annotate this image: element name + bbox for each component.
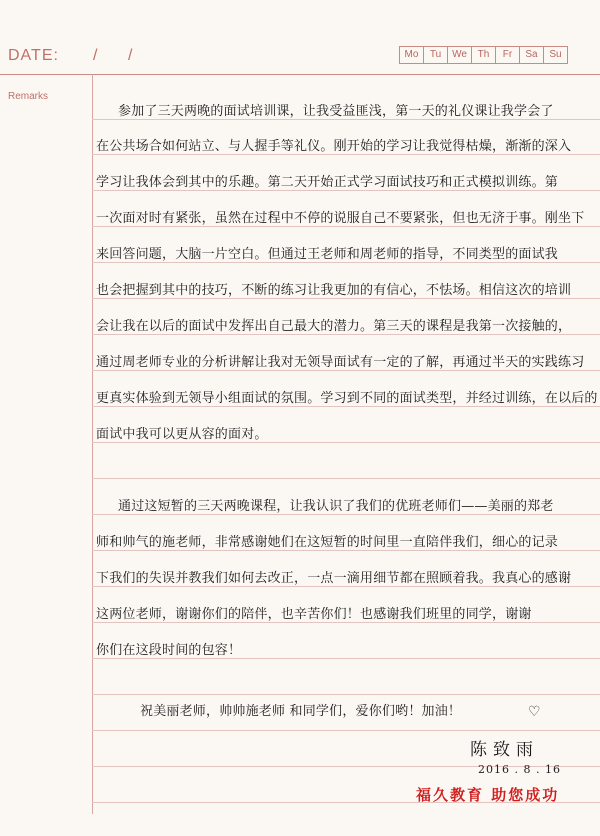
margin-line bbox=[92, 74, 93, 814]
letter-line: 面试中我可以更从容的面对。 bbox=[96, 427, 268, 442]
weekday-we: We bbox=[448, 47, 472, 63]
ruled-line bbox=[92, 334, 600, 335]
letter-line: 也会把握到其中的技巧，不断的练习让我更加的有信心，不怯场。相信这次的培训 bbox=[96, 283, 572, 298]
letter-line: 来回答问题，大脑一片空白。但通过王老师和周老师的指导，不同类型的面试我 bbox=[96, 247, 559, 262]
signature-name: 陈致雨 bbox=[470, 740, 539, 760]
weekday-boxes bbox=[399, 46, 568, 64]
weekday-su: Su bbox=[549, 49, 562, 60]
weekday-fr: Fr bbox=[496, 47, 520, 63]
ruled-line bbox=[92, 370, 600, 371]
date-label: DATE: bbox=[8, 47, 59, 64]
letter-line: 学习让我体会到其中的乐趣。第二天开始正式学习面试技巧和正式模拟训练。第 bbox=[96, 175, 559, 190]
ruled-line bbox=[92, 226, 600, 227]
ruled-line bbox=[92, 298, 600, 299]
letter-line: 更真实体验到无领导小组面试的氛围。学习到不同的面试类型，并经过训练，在以后的 bbox=[96, 391, 598, 406]
letter-line: 你们在这段时间的包容！ bbox=[96, 643, 242, 658]
letter-line: 一次面对时有紧张，虽然在过程中不停的说服自己不要紧张，但也无济于事。刚坐下 bbox=[96, 211, 585, 226]
ruled-line bbox=[92, 730, 600, 731]
header-divider bbox=[0, 74, 600, 75]
ruled-line bbox=[92, 119, 600, 120]
heart-icon: ♡ bbox=[528, 704, 541, 720]
date-slash: / bbox=[128, 47, 133, 64]
letter-line: 下我们的失误并教我们如何去改正，一点一滴用细节都在照顾着我。我真心的感谢 bbox=[96, 571, 572, 586]
ruled-line bbox=[92, 154, 600, 155]
remarks-label: Remarks bbox=[8, 91, 49, 102]
letter-closing: 祝美丽老师，帅帅施老师 和同学们，爱你们哟！加油！ bbox=[140, 704, 462, 719]
ruled-line bbox=[92, 550, 600, 551]
letter-line: 这两位老师，谢谢你们的陪伴，也辛苦你们！也感谢我们班里的同学，谢谢 bbox=[96, 607, 532, 622]
ruled-line bbox=[92, 586, 600, 587]
ruled-line bbox=[92, 514, 600, 515]
brand-slogan: 福久教育 助您成功 bbox=[416, 786, 560, 804]
weekday-tu: Tu bbox=[424, 47, 448, 63]
ruled-line bbox=[92, 190, 600, 191]
weekday-th: Th bbox=[472, 47, 496, 63]
letter-line: 通过这短暂的三天两晚课程，让我认识了我们的优班老师们——美丽的郑老 bbox=[118, 499, 554, 514]
signature-date: 2016 . 8 . 16 bbox=[478, 763, 561, 776]
weekday-sa: Sa bbox=[520, 47, 544, 63]
ruled-line bbox=[92, 694, 600, 695]
letter-line: 在公共场合如何站立、与人握手等礼仪。刚开始的学习让我觉得枯燥，渐渐的深入 bbox=[96, 139, 572, 154]
letter-line: 参加了三天两晚的面试培训课，让我受益匪浅，第一天的礼仪课让我学会了 bbox=[118, 104, 554, 119]
ruled-line bbox=[92, 658, 600, 659]
weekday-mo: Mo bbox=[400, 47, 424, 63]
letter-line: 通过周老师专业的分析讲解让我对无领导面试有一定的了解，再通过半天的实践练习 bbox=[96, 355, 585, 370]
ruled-line bbox=[92, 622, 600, 623]
ruled-line bbox=[92, 406, 600, 407]
ruled-line bbox=[92, 478, 600, 479]
ruled-line bbox=[92, 442, 600, 443]
letter-line: 会让我在以后的面试中发挥出自己最大的潜力。第三天的课程是我第一次接触的， bbox=[96, 319, 572, 334]
letter-line: 师和帅气的施老师，非常感谢她们在这短暂的时间里一直陪伴我们，细心的记录 bbox=[96, 535, 559, 550]
ruled-line bbox=[92, 262, 600, 263]
date-slash: / bbox=[93, 47, 98, 64]
